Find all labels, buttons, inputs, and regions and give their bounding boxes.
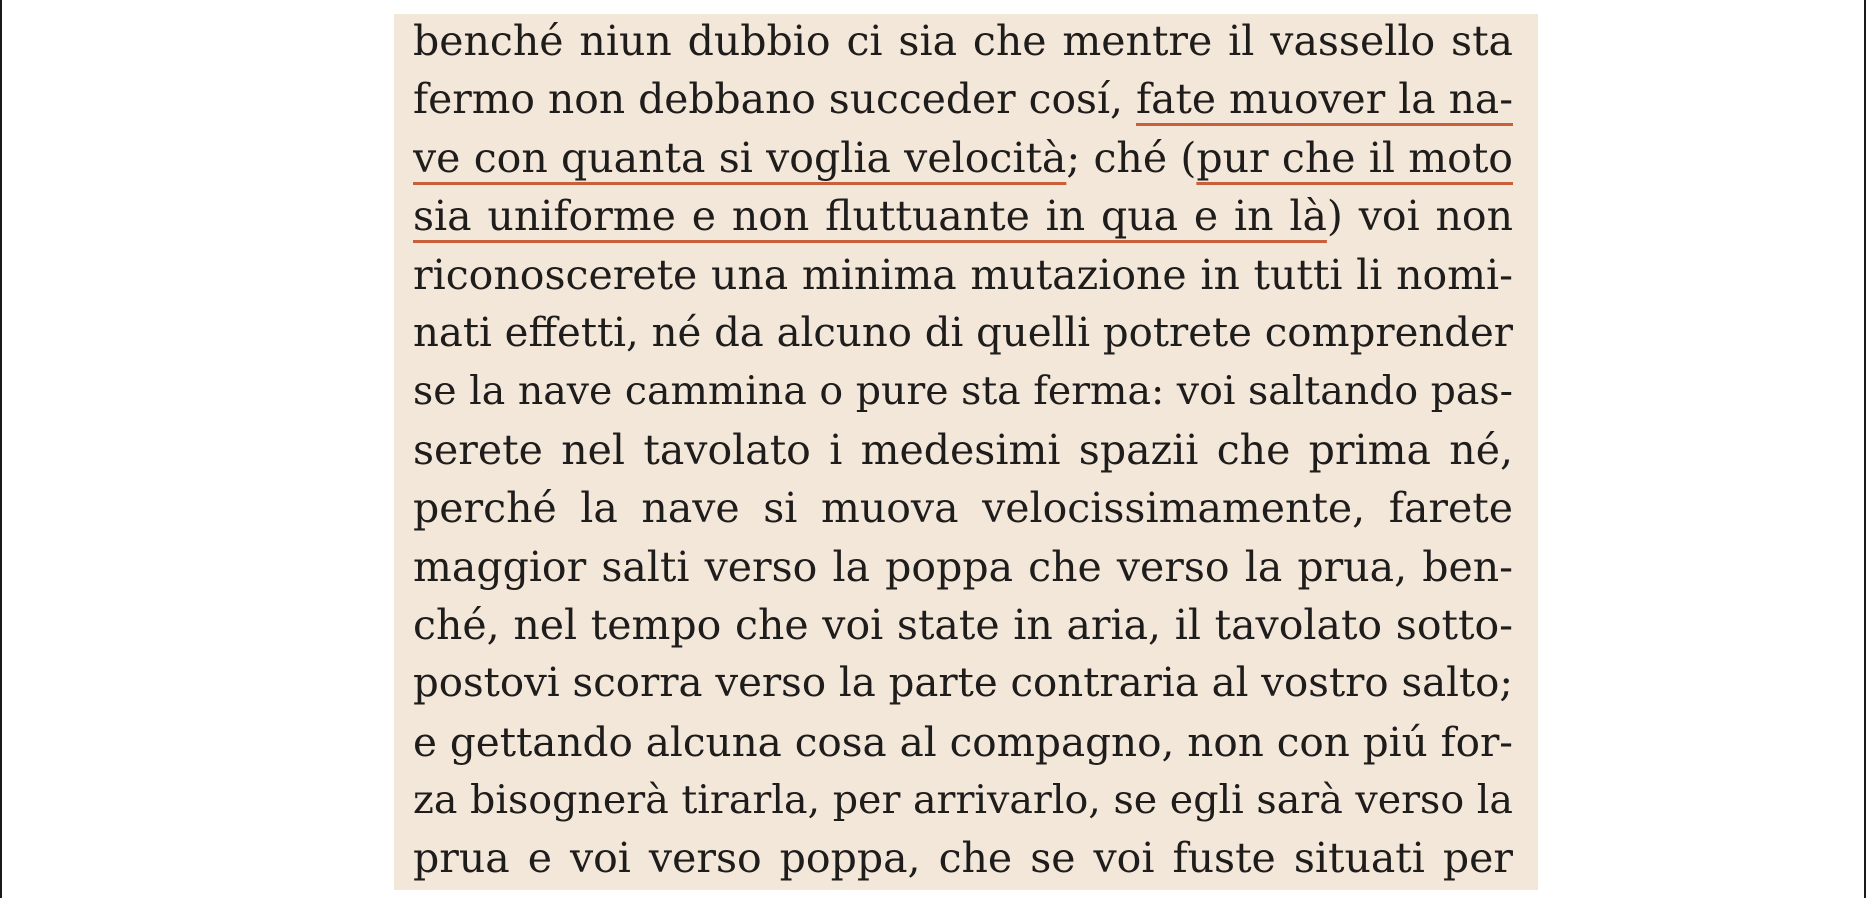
text-line	[413, 129, 1513, 187]
text-line	[413, 421, 1513, 479]
text-segment: za bisognerà tirarla, per arrivarlo, se egli sarà verso la	[413, 777, 1513, 824]
text-line	[413, 654, 1513, 712]
document-text	[413, 12, 1513, 888]
text-line	[413, 538, 1513, 596]
text-segment: nati effetti, né da alcuno di quelli potrete comprender	[413, 309, 1513, 356]
text-line	[413, 187, 1513, 245]
text-line	[413, 713, 1513, 771]
text-line	[413, 596, 1513, 654]
text-segment: serete nel tavolato i medesimi spazii che prima né,	[413, 425, 1513, 474]
text-segment: maggior salti verso la poppa che verso la prua, ben-	[413, 542, 1513, 591]
underlined-segment: pur che il moto	[1196, 133, 1513, 182]
text-segment: prua e voi verso poppa, che se voi fuste situati per	[413, 834, 1513, 883]
text-segment: e gettando alcuna cosa al compagno, non con piú for-	[413, 717, 1513, 766]
text-line	[413, 246, 1513, 304]
text-segment: postovi scorra verso la parte contraria al vostro salto;	[413, 660, 1513, 707]
underlined-segment: sia uniforme e non fluttuante in qua e in là	[413, 192, 1327, 241]
text-line	[413, 12, 1513, 70]
text-segment: benché niun dubbio ci sia che mentre il vassello sta	[413, 17, 1513, 65]
text-line	[413, 362, 1513, 420]
underlined-segment: fate muover la na-	[1136, 75, 1513, 124]
text-segment: fermo non debbano succeder cosí,	[413, 75, 1137, 124]
text-line	[413, 771, 1513, 829]
text-segment: perché la nave si muova velocissimamente, farete	[413, 484, 1513, 533]
text-line	[413, 70, 1513, 128]
text-segment: se la nave cammina o pure sta ferma: voi saltando pas-	[413, 368, 1513, 415]
text-segment: ) voi non	[1326, 192, 1513, 241]
text-segment: riconoscerete una minima mutazione in tutti li nomi-	[413, 250, 1513, 299]
text-segment: ; ché (	[1066, 133, 1197, 182]
text-line	[413, 304, 1513, 362]
text-line	[413, 479, 1513, 537]
text-segment: ché, nel tempo che voi state in aria, il tavolato sotto-	[413, 600, 1513, 649]
underlined-segment: ve con quanta si voglia velocità	[413, 133, 1067, 182]
text-line	[413, 829, 1513, 887]
